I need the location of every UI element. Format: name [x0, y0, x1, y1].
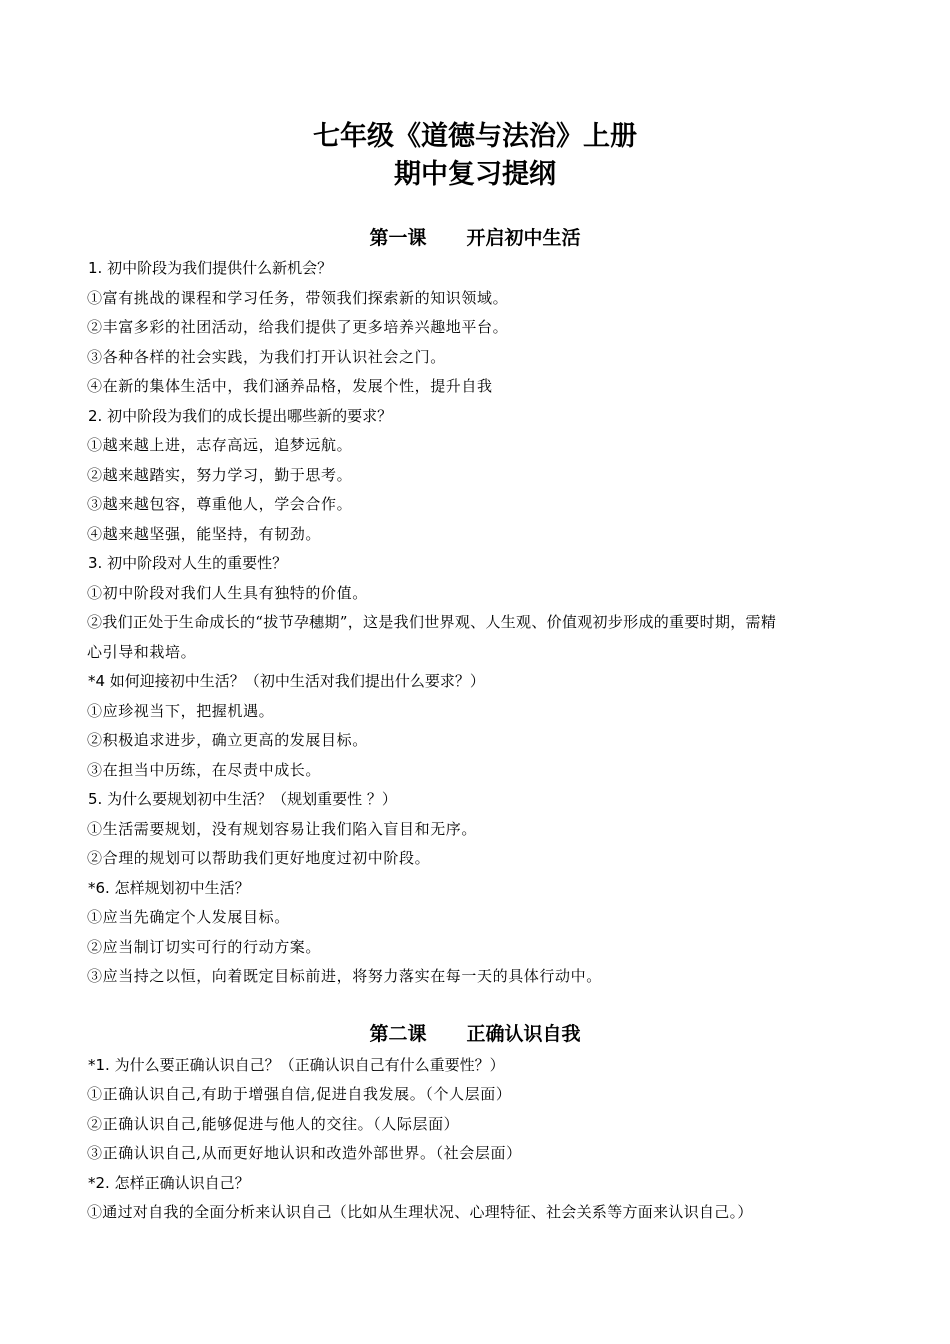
answer-line: ③各种各样的社会实践，为我们打开认识社会之门。 — [87, 348, 446, 366]
lesson-2-name: 正确认识自我 — [466, 1023, 581, 1045]
answer-line: ④在新的集体生活中，我们涵养品格，发展个性，提升自我 — [87, 377, 493, 395]
lesson-1-number: 第一课 — [369, 227, 427, 249]
lesson-1-name: 开启初中生活 — [466, 227, 581, 249]
lesson-2-number: 第二课 — [369, 1023, 427, 1045]
answer-line: ①越来越上进，志存高远，追梦远航。 — [87, 436, 353, 454]
answer-line: 心引导和栽培。 — [87, 643, 197, 661]
question: *1. 为什么要正确认识自己？（正确认识自己有什么重要性？） — [88, 1056, 505, 1074]
answer-line: ②正确认识自己,能够促进与他人的交往。（人际层面） — [87, 1115, 460, 1133]
answer-line: ②积极追求进步，确立更高的发展目标。 — [87, 731, 368, 749]
answer-line: ①富有挑战的课程和学习任务，带领我们探索新的知识领域。 — [87, 289, 509, 307]
answer-line: ③正确认识自己,从而更好地认识和改造外部世界。（社会层面） — [87, 1144, 522, 1162]
question: 3. 初中阶段对人生的重要性？ — [88, 554, 288, 572]
answer-line: ③在担当中历练，在尽责中成长。 — [87, 761, 322, 779]
answer-line: ①通过对自我的全面分析来认识自己（比如从生理状况、心理特征、社会关系等方面来认识自己。） — [87, 1203, 753, 1221]
answer-line: ③应当持之以恒，向着既定目标前进，将努力落实在每一天的具体行动中。 — [87, 967, 602, 985]
answer-line: ②丰富多彩的社团活动，给我们提供了更多培养兴趣地平台。 — [87, 318, 509, 336]
answer-line: ④越来越坚强，能坚持，有韧劲。 — [87, 525, 322, 543]
document-title: 七年级《道德与法治》上册 — [313, 121, 637, 152]
answer-line: ②我们正处于生命成长的“拔节孕穗期”，这是我们世界观、人生观、价值观初步形成的重要时期，需精 — [87, 613, 777, 631]
question: 1. 初中阶段为我们提供什么新机会？ — [88, 259, 333, 277]
question: *2. 怎样正确认识自己？ — [88, 1174, 250, 1192]
answer-line: ①初中阶段对我们人生具有独特的价值。 — [87, 584, 368, 602]
answer-line: ①正确认识自己,有助于增强自信,促进自我发展。（个人层面） — [87, 1085, 512, 1103]
question: *6. 怎样规划初中生活？ — [88, 879, 250, 897]
question: 2. 初中阶段为我们的成长提出哪些新的要求？ — [88, 407, 393, 425]
answer-line: ②越来越踏实，努力学习，勤于思考。 — [87, 466, 353, 484]
answer-line: ①生活需要规划，没有规划容易让我们陷入盲目和无序。 — [87, 820, 478, 838]
answer-line: ②合理的规划可以帮助我们更好地度过初中阶段。 — [87, 849, 431, 867]
answer-line: ①应当先确定个人发展目标。 — [87, 908, 290, 926]
lesson-2-heading — [0, 1019, 950, 1049]
lesson-1-heading — [0, 223, 950, 253]
document-subtitle: 期中复习提纲 — [394, 159, 556, 190]
question: *4 如何迎接初中生活？（初中生活对我们提出什么要求？） — [88, 672, 485, 690]
answer-line: ②应当制订切实可行的行动方案。 — [87, 938, 322, 956]
answer-line: ①应珍视当下，把握机遇。 — [87, 702, 275, 720]
question: 5. 为什么要规划初中生活？（规划重要性 ？） — [88, 790, 397, 808]
answer-line: ③越来越包容，尊重他人，学会合作。 — [87, 495, 353, 513]
